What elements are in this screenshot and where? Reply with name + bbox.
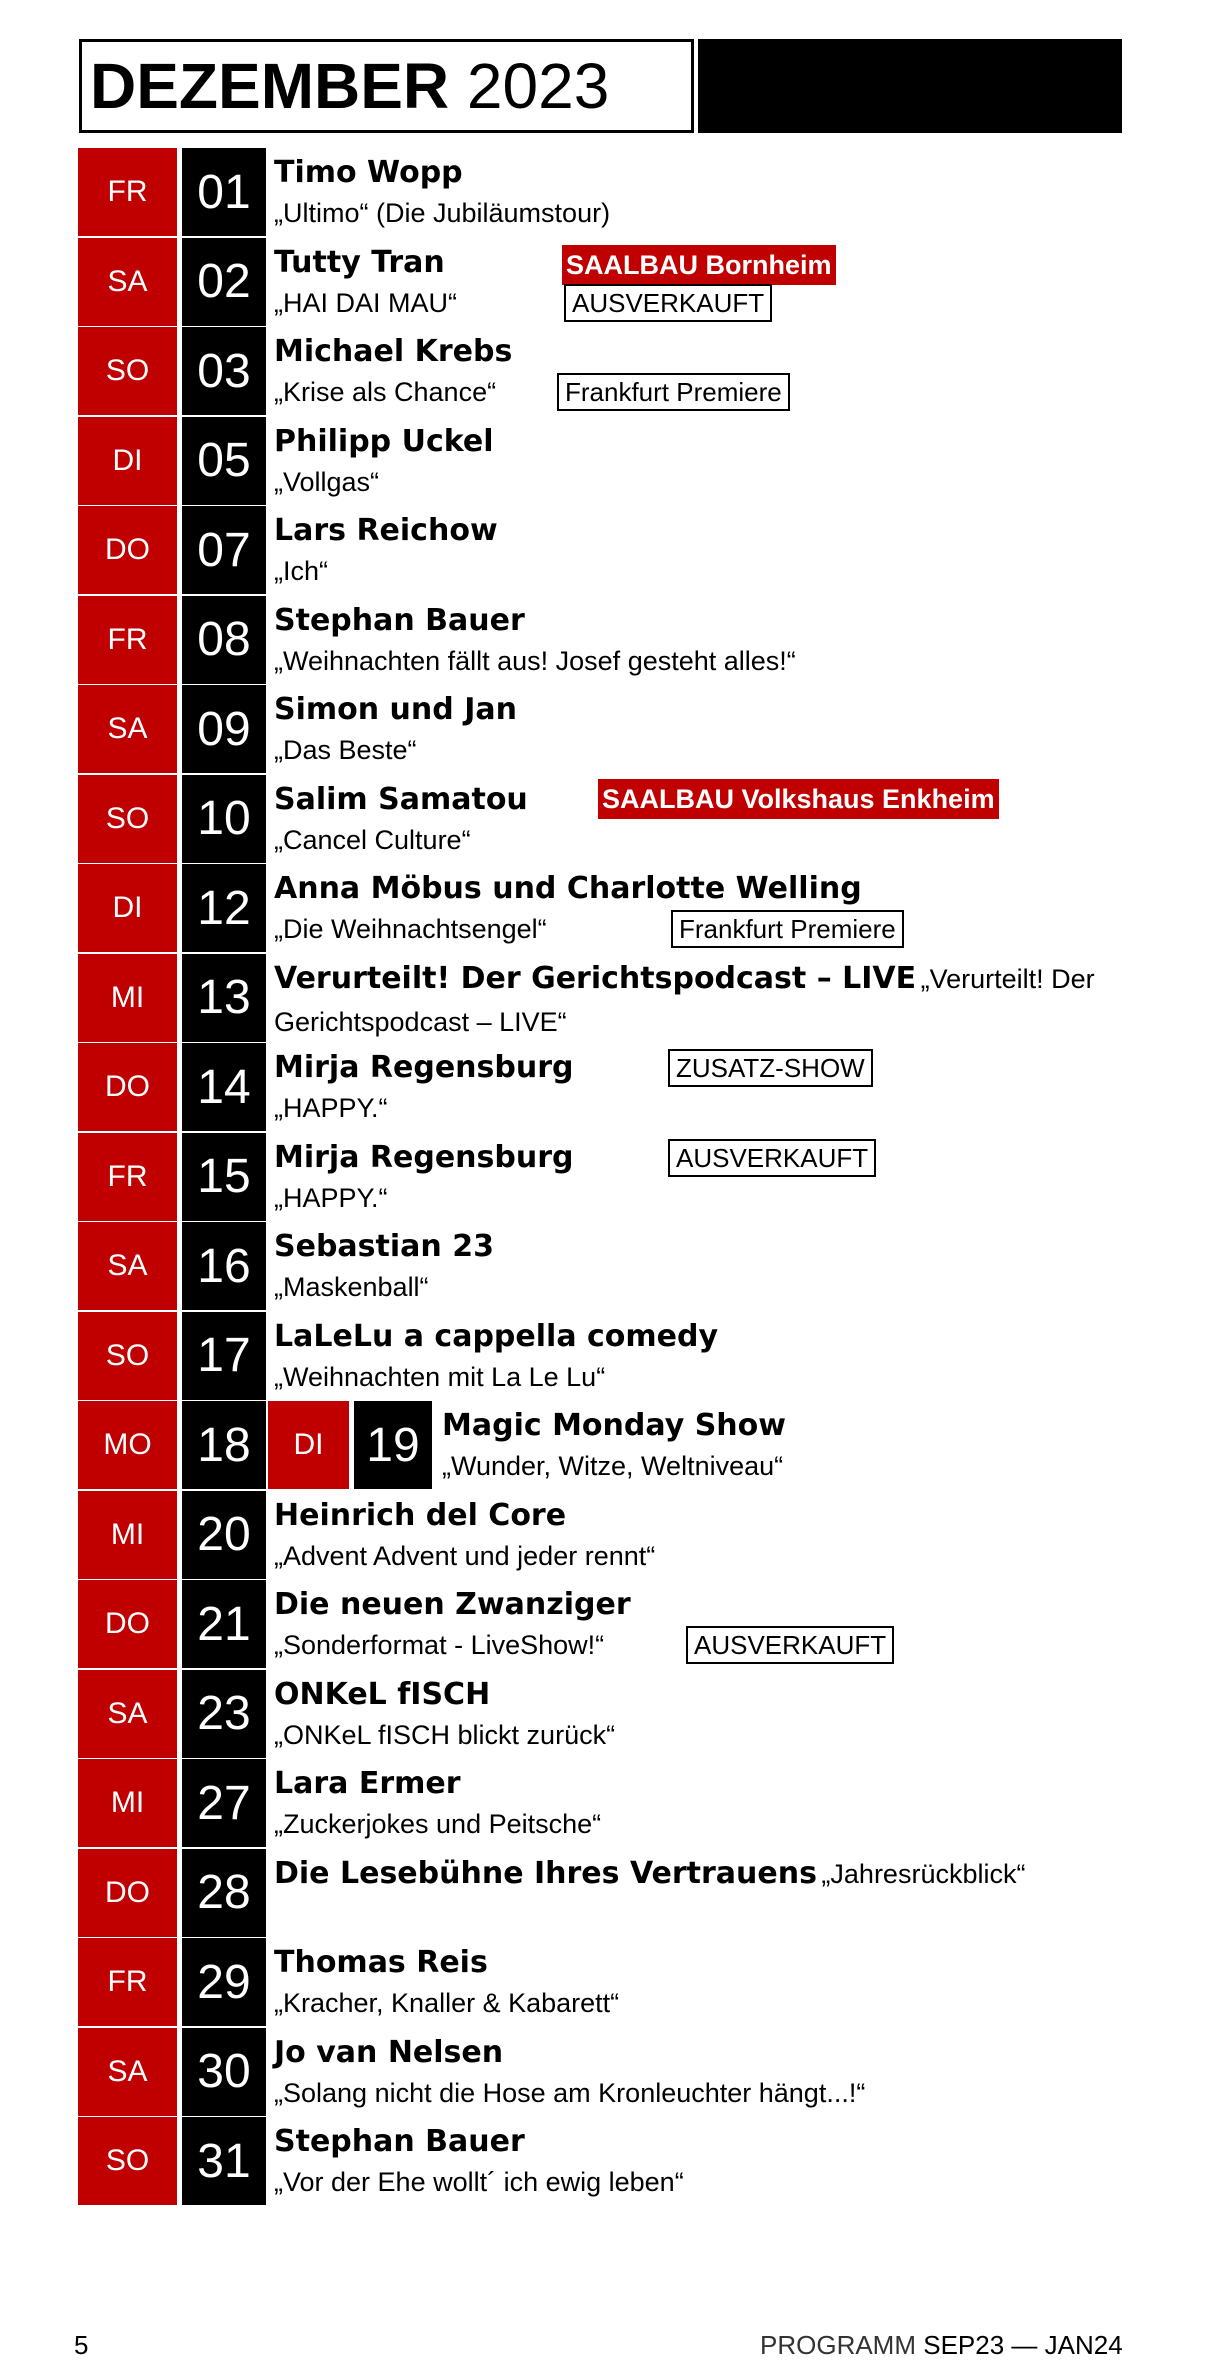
day-number-cell: 18 xyxy=(182,1401,266,1489)
event-name: Philipp Uckel xyxy=(274,423,494,459)
weekday-cell: FR xyxy=(78,1938,177,2026)
event-subtitle: „Jahresrückblick“ xyxy=(821,1858,1026,1889)
event-name: Verurteilt! Der Gerichtspodcast – LIVE xyxy=(274,960,917,996)
event-text xyxy=(274,600,1194,680)
event-row xyxy=(78,506,1178,596)
event-row xyxy=(78,1491,1178,1581)
event-text xyxy=(274,1942,1194,2022)
event-subtitle: „Verurteilt! Der Gerichtspodcast – LIVE“ xyxy=(274,963,1095,1037)
event-text xyxy=(274,510,1194,590)
status-badge: AUSVERKAUFT xyxy=(564,284,772,322)
event-name: Timo Wopp xyxy=(274,155,463,190)
status-badge: AUSVERKAUFT xyxy=(686,1626,894,1664)
day-number-cell: 08 xyxy=(182,596,266,684)
event-subtitle: „Vor der Ehe wollt´ ich ewig leben“ xyxy=(274,2167,684,2197)
event-row xyxy=(78,954,1178,1044)
venue-badge: SAALBAU Bornheim xyxy=(562,245,836,285)
weekday-cell: FR xyxy=(78,1133,177,1221)
event-row xyxy=(78,1312,1178,1402)
event-subtitle: „Kracher, Knaller & Kabarett“ xyxy=(274,1988,620,2018)
event-text xyxy=(274,1674,1194,1754)
weekday-cell-second: DI xyxy=(268,1401,349,1489)
day-number-cell: 12 xyxy=(182,864,266,952)
event-name: Simon und Jan xyxy=(274,692,517,727)
event-subtitle: „Krise als Chance“ xyxy=(274,377,497,407)
event-subtitle: „Die Weihnachtsengel“ xyxy=(274,914,547,944)
event-name: Stephan Bauer xyxy=(274,602,525,638)
event-subtitle: „Ich“ xyxy=(274,556,328,586)
event-name: Lars Reichow xyxy=(274,513,498,548)
event-name: Mirja Regensburg xyxy=(274,1050,574,1085)
event-subtitle: „Advent Advent und jeder rennt“ xyxy=(274,1540,656,1571)
program-label: PROGRAMM xyxy=(760,2330,916,2360)
weekday-cell: SO xyxy=(78,1312,177,1400)
day-number-cell: 02 xyxy=(182,238,266,326)
event-row xyxy=(78,2028,1178,2118)
event-name: Heinrich del Core xyxy=(274,1497,567,1533)
status-badge: AUSVERKAUFT xyxy=(668,1139,876,1177)
event-text xyxy=(274,152,1194,232)
weekday-cell: DO xyxy=(78,1580,177,1668)
day-number-cell: 03 xyxy=(182,327,266,415)
event-row xyxy=(78,685,1178,775)
event-name: Jo van Nelsen xyxy=(274,2034,504,2070)
page-number: 5 xyxy=(74,2330,89,2360)
day-number-cell: 16 xyxy=(182,1222,266,1310)
event-subtitle: „Ultimo“ (Die Jubiläumstour) xyxy=(274,198,611,228)
event-subtitle: „Zuckerjokes und Peitsche“ xyxy=(274,1809,602,1839)
day-number-cell: 20 xyxy=(182,1491,266,1579)
event-text xyxy=(274,1853,1194,1895)
event-name: Tutty Tran xyxy=(274,244,445,280)
weekday-cell: MI xyxy=(78,1759,177,1847)
event-row xyxy=(78,238,1178,328)
event-subtitle: „Das Beste“ xyxy=(274,735,417,765)
event-subtitle: „Maskenball“ xyxy=(274,1272,429,1302)
event-row xyxy=(78,864,1178,954)
weekday-cell: MI xyxy=(78,1491,177,1579)
event-row xyxy=(78,1759,1178,1849)
event-name: Anna Möbus und Charlotte Welling xyxy=(274,871,862,906)
status-badge: ZUSATZ-SHOW xyxy=(668,1049,873,1087)
event-row xyxy=(78,327,1178,417)
weekday-cell: DI xyxy=(78,417,177,505)
event-row xyxy=(78,1222,1178,1312)
day-number-cell: 30 xyxy=(182,2028,266,2116)
day-number-cell: 13 xyxy=(182,954,266,1042)
event-name: LaLeLu a cappella comedy xyxy=(274,1318,719,1354)
weekday-cell: SO xyxy=(78,327,177,415)
event-list xyxy=(78,148,1178,2207)
event-subtitle: „Sonderformat - LiveShow!“ xyxy=(274,1630,605,1660)
weekday-cell: DI xyxy=(78,864,177,952)
event-subtitle: „ONKeL fISCH blickt zurück“ xyxy=(274,1719,616,1750)
weekday-cell: SA xyxy=(78,238,177,326)
event-row xyxy=(78,1670,1178,1760)
event-row xyxy=(78,775,1178,865)
event-text xyxy=(274,2032,1194,2112)
program-range: SEP23 — JAN24 xyxy=(923,2330,1123,2360)
event-name: Michael Krebs xyxy=(274,334,513,369)
event-text xyxy=(442,1405,1207,1485)
event-row xyxy=(78,1043,1178,1133)
event-subtitle: „HAPPY.“ xyxy=(274,1182,388,1213)
day-number-cell: 29 xyxy=(182,1938,266,2026)
event-name: Die Lesebühne Ihres Vertrauens xyxy=(274,1855,817,1891)
event-text xyxy=(274,1763,1194,1843)
event-subtitle: „Weihnachten mit La Le Lu“ xyxy=(274,1361,606,1392)
event-name: Magic Monday Show xyxy=(442,1408,786,1443)
status-badge: Frankfurt Premiere xyxy=(557,373,790,411)
event-row xyxy=(78,1580,1178,1670)
event-name: Stephan Bauer xyxy=(274,2124,525,2159)
weekday-cell: SA xyxy=(78,1670,177,1758)
event-name: Thomas Reis xyxy=(274,1945,488,1980)
weekday-cell: DO xyxy=(78,1849,177,1937)
venue-badge: SAALBAU Volkshaus Enkheim xyxy=(598,779,999,819)
event-row xyxy=(78,1849,1178,1939)
event-name: Sebastian 23 xyxy=(274,1229,494,1264)
event-text xyxy=(274,689,1194,769)
day-number-cell: 10 xyxy=(182,775,266,863)
month-name: DEZEMBER xyxy=(90,50,450,122)
weekday-cell: SA xyxy=(78,2028,177,2116)
event-subtitle: „Solang nicht die Hose am Kronleuchter hängt...!“ xyxy=(274,2077,866,2108)
event-text xyxy=(274,421,1194,501)
program-footer xyxy=(760,2330,1123,2361)
day-number-cell: 01 xyxy=(182,148,266,236)
event-subtitle: „Weihnachten fällt aus! Josef gesteht alles!“ xyxy=(274,645,796,676)
weekday-cell: MI xyxy=(78,954,177,1042)
event-row xyxy=(78,2117,1178,2207)
weekday-cell: SA xyxy=(78,1222,177,1310)
weekday-cell: FR xyxy=(78,596,177,684)
day-number-cell: 15 xyxy=(182,1133,266,1221)
status-badge: Frankfurt Premiere xyxy=(671,910,904,948)
day-number-cell: 05 xyxy=(182,417,266,505)
header-black-bar xyxy=(698,39,1122,133)
day-number-cell: 31 xyxy=(182,2117,266,2205)
day-number-cell: 17 xyxy=(182,1312,266,1400)
event-subtitle: „HAI DAI MAU“ xyxy=(274,287,458,318)
day-number-cell: 14 xyxy=(182,1043,266,1131)
event-text xyxy=(274,2121,1194,2201)
event-row xyxy=(78,1401,1178,1491)
weekday-cell: DO xyxy=(78,1043,177,1131)
day-number-cell-second: 19 xyxy=(354,1401,432,1489)
month-year: 2023 xyxy=(466,50,610,122)
event-row xyxy=(78,1938,1178,2028)
month-title xyxy=(90,48,609,124)
day-number-cell: 09 xyxy=(182,685,266,773)
event-text xyxy=(274,1495,1194,1575)
event-name: Die neuen Zwanziger xyxy=(274,1587,631,1622)
event-name: Mirja Regensburg xyxy=(274,1139,574,1175)
day-number-cell: 23 xyxy=(182,1670,266,1758)
event-subtitle: „Cancel Culture“ xyxy=(274,824,471,855)
event-name: Lara Ermer xyxy=(274,1766,461,1801)
event-subtitle: „Wunder, Witze, Weltniveau“ xyxy=(442,1451,784,1481)
event-name: ONKeL fISCH xyxy=(274,1676,491,1712)
weekday-cell: SO xyxy=(78,2117,177,2205)
event-row xyxy=(78,1133,1178,1223)
event-subtitle: „Vollgas“ xyxy=(274,466,380,497)
weekday-cell: SA xyxy=(78,685,177,773)
event-row xyxy=(78,148,1178,238)
day-number-cell: 28 xyxy=(182,1849,266,1937)
page-header xyxy=(79,39,1122,133)
day-number-cell: 21 xyxy=(182,1580,266,1668)
event-text xyxy=(274,1316,1194,1396)
month-title-box xyxy=(79,39,694,133)
weekday-cell: FR xyxy=(78,148,177,236)
event-text xyxy=(274,1226,1194,1306)
event-name: Salim Samatou xyxy=(274,781,528,817)
event-subtitle: „HAPPY.“ xyxy=(274,1093,388,1123)
day-number-cell: 27 xyxy=(182,1759,266,1847)
weekday-cell: DO xyxy=(78,506,177,594)
day-number-cell: 07 xyxy=(182,506,266,594)
event-row xyxy=(78,417,1178,507)
event-text xyxy=(274,958,1194,1046)
weekday-cell: MO xyxy=(78,1401,177,1489)
weekday-cell: SO xyxy=(78,775,177,863)
event-row xyxy=(78,596,1178,686)
